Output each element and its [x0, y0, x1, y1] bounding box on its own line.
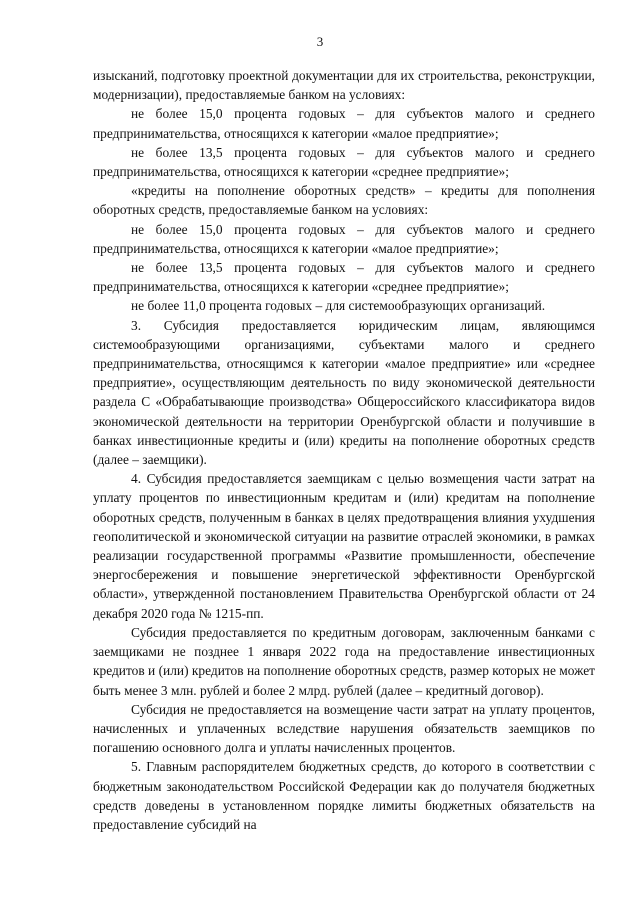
paragraph-rate-systemic: не более 11,0 процента годовых – для системообразующих организаций. — [131, 298, 546, 314]
paragraph-rate-small-investment: не более 15,0 процента годовых – для субъектов малого и среднего предпринимательства, относящихся к категории «малое предприятие»; — [93, 106, 595, 141]
paragraph-working-capital-definition: «кредиты на пополнение оборотных средств» – кредиты для пополнения оборотных средств, предоставляемые банком на условиях: — [93, 183, 595, 218]
paragraph-rate-medium-working: не более 13,5 процента годовых – для субъектов малого и среднего предпринимательства, относящихся к категории «среднее предприятие»; — [93, 260, 595, 295]
paragraph-exclusion: Субсидия не предоставляется на возмещение части затрат на уплату процентов, начисленных и уплаченных вследствие нарушения обязательств заемщиков по погашению основного долга и уплаты начисленных процентов. — [93, 701, 595, 756]
document-body — [93, 66, 595, 834]
paragraph-loan-agreements: Субсидия предоставляется по кредитным договорам, заключенным банками с заемщиками не позднее 1 января 2022 года на предоставление инвестиционных кредитов и (или) кредитов на пополнение оборотных средств, размер которых не может быть менее 3 млн. рублей и более 2 млрд. рублей (далее – кредитный договор). — [93, 624, 595, 698]
paragraph-clause-5: 5. Главным распорядителем бюджетных средств, до которого в соответствии с бюджетным законодательством Российской Федерации как до получателя бюджетных средств доведены в установленном порядке лимиты бюджетных обязательств на предоставление субсидий на — [93, 759, 595, 832]
page-number: 3 — [316, 34, 324, 49]
paragraph-clause-4: 4. Субсидия предоставляется заемщикам с целью возмещения части затрат на уплату процентов по инвестиционным кредитам и (или) кредитам на пополнение оборотных средств, полученным в банках в целях предотвращения влияния ухудшения геополитической и экономической ситуации на развитие отраслей экономики, в рамках реализации государственной программы «Развитие промышленности, обеспечение энергосбережения и повышение энергетической эффективности Оренбургской области», утвержденной постановлением Правительства Оренбургской области от 24 декабря 2020 года № 1215-пп. — [93, 471, 595, 621]
paragraph-continuation: изысканий, подготовку проектной документации для их строительства, реконструкции, модернизации), предоставляемые банком на условиях: — [93, 68, 595, 103]
paragraph-rate-medium-investment: не более 13,5 процента годовых – для субъектов малого и среднего предпринимательства, относящихся к категории «среднее предприятие»; — [93, 144, 595, 180]
paragraph-clause-3: 3. Субсидия предоставляется юридическим лицам, являющимся системообразующими организациями, субъектами малого и среднего предпринимательства, относящимся к категории «малое предприятие» или «среднее предприятие», осуществляющим деятельность по виду экономической деятельности раздела C «Обрабатывающие производства» Общероссийского классификатора видов экономической деятельности на территории Оренбургской области и получившие в банках инвестиционные кредиты и (или) кредиты на пополнение оборотных средств (далее – заемщики). — [93, 317, 595, 468]
paragraph-rate-small-working: не более 15,0 процента годовых – для субъектов малого и среднего предпринимательства, относящихся к категории «малое предприятие»; — [93, 221, 595, 256]
